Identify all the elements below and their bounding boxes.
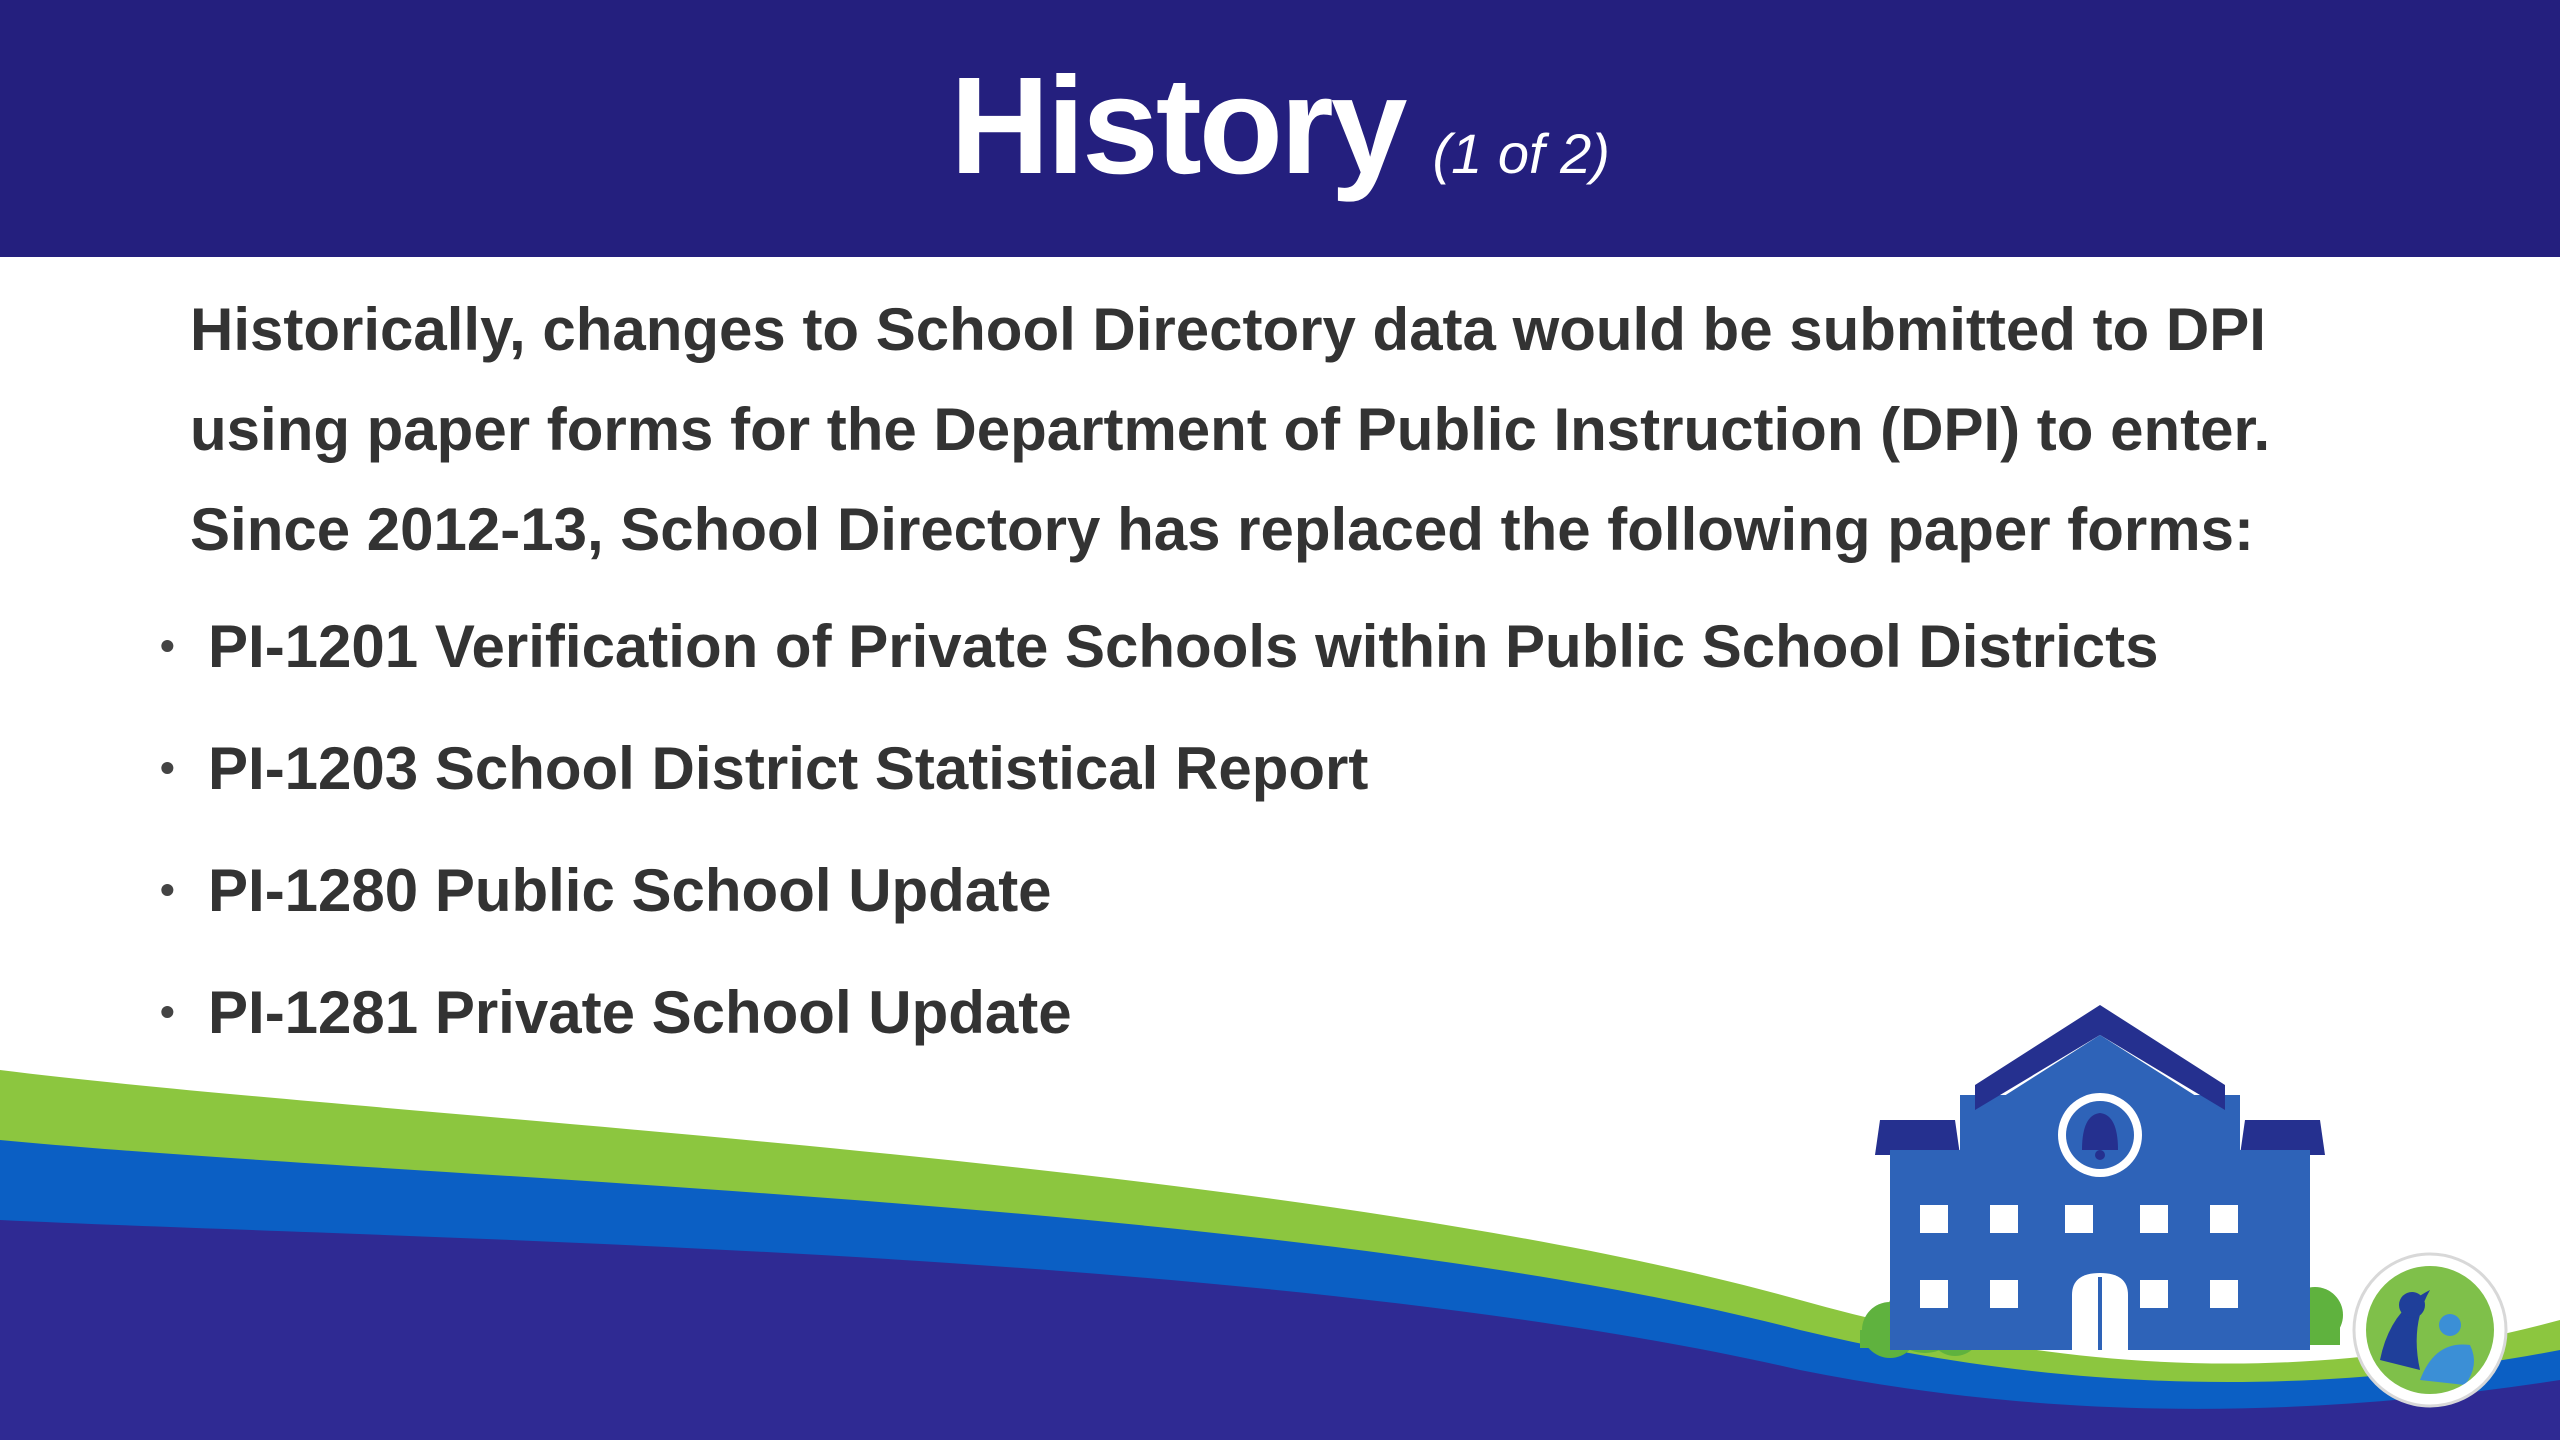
intro-paragraph: Historically, changes to School Directory data would be submitted to DPI using paper forms for the Department of Public Instruction (DPI) to enter. Since 2012-13, School Directory has replaced the following paper forms: bbox=[190, 296, 2271, 563]
school-building-icon bbox=[1850, 995, 2350, 1365]
family-circle-logo-icon bbox=[2350, 1250, 2510, 1410]
bullet-icon: • bbox=[160, 622, 175, 669]
bullet-icon: • bbox=[160, 744, 175, 791]
list-item-text: PI-1281 Private School Update bbox=[208, 978, 1072, 1046]
slide-title: History bbox=[950, 48, 1405, 203]
list-item-text: PI-1201 Verification of Private Schools within Public School Districts bbox=[208, 612, 2159, 680]
list-item-text: PI-1280 Public School Update bbox=[208, 856, 1052, 924]
bullet-icon: • bbox=[160, 988, 175, 1035]
bullet-icon: • bbox=[160, 866, 175, 913]
list-item-text: PI-1203 School District Statistical Report bbox=[208, 734, 1369, 802]
slide-subtitle: (1 of 2) bbox=[1432, 121, 1610, 185]
